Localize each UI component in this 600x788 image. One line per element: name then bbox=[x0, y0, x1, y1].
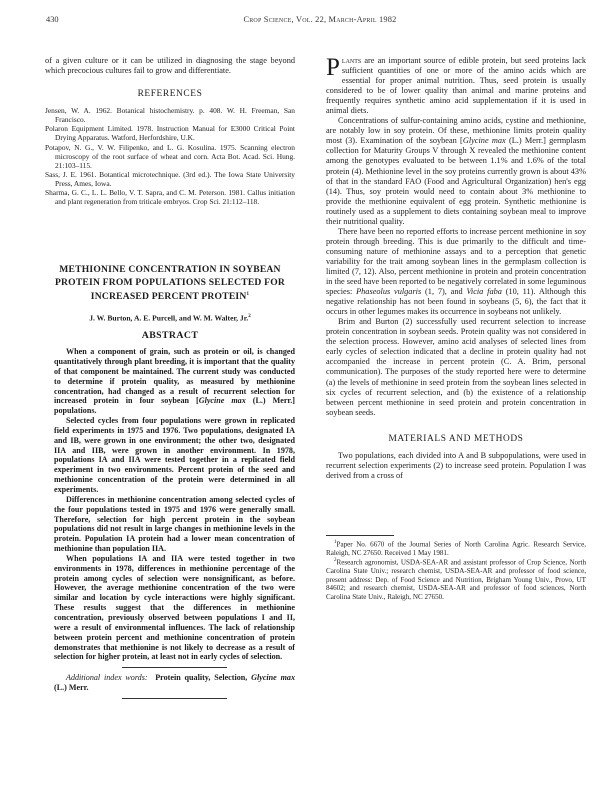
divider bbox=[122, 698, 227, 699]
intro-text: are an important source of edible protein, but seed proteins lack sufficient quantities of one or more of the amino acids which are essential for proper animal nutrition. Thus, seed protein is usually considered to be of lower quality than animal and marine proteins and frequently requires synthetic amino acid supplementation if it is used in animal diets. bbox=[326, 56, 586, 116]
article-title bbox=[45, 264, 295, 303]
abstract-paragraph: When populations IA and IIA were tested together in two environments in 1978, differences in methionine percentage of the protein among cycles of selection were nonsignificant, as before. However, the average methionine concentration of the two were similar and location by cycle interactions were highly significant. These results suggest that the differences in methionine concentration, previously observed between populations I and II, were a result of environmental influences. The lack of relationship between protein percent and methionine concentration of protein demonstrates that methionine is not likely to decrease as a result of selection for higher protein, at least not in early cycles of selection. bbox=[54, 553, 295, 662]
authors bbox=[45, 312, 295, 324]
references-list bbox=[45, 106, 295, 206]
running-head: Crop Science, Vol. 22, March-April 1982 bbox=[243, 15, 397, 24]
footnote bbox=[326, 539, 586, 557]
body-text: Concentrations of sulfur-containing amino acids, cystine and methionine, are notably low in soy protein. Of these, methionine limits protein quality most (3). Examination of the soybean [ bbox=[326, 116, 586, 146]
body-paragraph bbox=[326, 317, 586, 417]
body-text: (10, 11). Although this negative relationship has not been found in soybeans (5, 6), the fact that it occurs in other legumes makes its occurrence in soybeans not unlikely. bbox=[326, 287, 587, 317]
body-paragraph bbox=[326, 227, 586, 317]
body-paragraph bbox=[326, 116, 586, 227]
reference-item: Sass, J. E. 1961. Botantical microtechnique. (3rd ed.). The Iowa State University Press, Ames, Iowa. bbox=[45, 169, 295, 188]
species-name: Glycine max bbox=[251, 673, 295, 683]
species-name: Glycine max bbox=[462, 136, 506, 146]
authors-text: J. W. Burton, A. E. Purcell, and W. M. Walter, Jr. bbox=[89, 313, 249, 323]
abstract-paragraph: Selected cycles from four populations were grown in replicated field experiments in 1975 and 1976. Two populations, designated IA and IB, were grown in one environment; the other two, designated IIA and IIB, were grown in another environment. In 1978, populations IA and IIA were tested together in a replicated field experiment in two environments. Percent protein of the seed and methionine concentration of the protein were determined in all experiments. bbox=[54, 416, 295, 495]
footnotes bbox=[326, 539, 586, 602]
abstract-paragraph: Differences in methionine concentration among selected cycles of the four populations tested in 1975 and 1976 were generally small. Therefore, selection for high percent protein in the soybean populations did not result in large changes in methionine levels in the protein. Population IA protein had a lower mean concentration of methionine than population IIA. bbox=[54, 494, 295, 554]
methods-paragraph: Two populations, each divided into A and B subpopulations, were used in recurrent selection experiments (2) to increase seed protein. Population I was derived from a cross of bbox=[326, 450, 586, 480]
intro-smallcaps: lants bbox=[341, 56, 362, 65]
index-words-label: Additional index words: bbox=[66, 673, 148, 683]
abstract-heading: ABSTRACT bbox=[141, 330, 199, 342]
abstract-paragraph bbox=[54, 347, 295, 416]
title-footnote-mark: 1 bbox=[246, 291, 250, 297]
right-column bbox=[326, 56, 586, 601]
species-name: Vicia faba bbox=[466, 287, 502, 297]
reference-item: Sharma, G. C., L. L. Bello, V. T. Sapra, and C. M. Peterson. 1981. Callus initiation and plant regeneration from triticale embryos. Crop Sci. 21:112–118. bbox=[45, 187, 295, 207]
footnote-mark: 1 bbox=[334, 539, 337, 545]
page-number: 430 bbox=[46, 15, 59, 24]
footnote-text: Paper No. 6670 of the Journal Series of North Carolina Agric. Research Service, Raleigh, NC 27650. Received 1 May 1981. bbox=[326, 540, 586, 557]
abstract bbox=[45, 347, 295, 699]
methods-heading: MATERIALS AND METHODS bbox=[388, 433, 524, 444]
continued-paragraph: of a given culture or it can be utilized in diagnosing the stage beyond which precocious cultures fail to grow and differentiate. bbox=[45, 56, 295, 76]
index-words-tail: (L.) Merr. bbox=[54, 683, 89, 693]
reference-item: Polaron Equipment Limited. 1978. Instruction Manual for E3000 Critical Point Drying Apparatus. Watford, Herfordshire, U.K. bbox=[45, 124, 295, 143]
body-text: (1, 7), and bbox=[421, 287, 467, 297]
species-name: Phaseolus vulgaris bbox=[356, 287, 422, 297]
species-name: Glycine max bbox=[198, 396, 246, 406]
abstract-text: When a component of grain, such as protein or oil, is changed quantitatively through plant breeding, it is important that the quality of that component be maintained. The current study was conducted to determine if protein quality, as measured by methionine concentration, had changed as a result of recurrent selection for increased protein in four soybean [ bbox=[54, 347, 295, 406]
body-text: There have been no reported efforts to increase percent methionine in soy protein through breeding. This is due primarily to the difficult and time-consuming nature of methionine assays and to a perception that genetic variability for the trait among soybean lines in the germplasm collection is limited (7, 12). Also, percent methionine in protein and protein concentration in the seed have been reported to be negatively correlated in some leguminous species: bbox=[326, 226, 586, 297]
index-words-list: Protein quality, Selection, bbox=[155, 673, 248, 683]
footnote-mark: 2 bbox=[334, 558, 337, 564]
left-column bbox=[45, 56, 295, 704]
body-text: (L.) Merr.] germplasm collection for Maturity Groups V through X revealed the methionine content among the genotypes evaluated to be between 1.1% and 1.6% of the total protein (4). Methionine level in the soy proteins currently grown is about 43% of that in the standard FAO (Food and Agricultural Organization) hen's egg (14). Thus, soy protein would need to contain about 3% methionine to provide the methionine equivalent of egg protein. Synthetic methionine is routinely used as a supplement to diets containing soybean meal to improve their nutritional quality. bbox=[326, 136, 586, 226]
abstract-text: (L.) Merr.] populations. bbox=[54, 396, 295, 416]
reference-item: Potapov, N. G., V. W. Filipenko, and L. G. Kosulina. 1975. Scanning electron microscopy of the root surface of wheat and corn. Acta Bot. Acad. Sci. Hung. 21:103–115. bbox=[45, 142, 295, 170]
footnote-text: Research agronomist, USDA-SEA-AR and assistant professor of Crop Science, North Carolina State Univ.; research chemist, USDA-SEA-AR and professor of food science, present address: Dep. of Food Science and Nutrition, Brigham Young Univ., Provo, UT 84602; and research chemist, USDA-SEA-AR and professor of food sciences, North Carolina State Univ., Raleigh, NC 27650. bbox=[326, 558, 586, 601]
footnote bbox=[326, 557, 586, 601]
article-title-text: METHIONINE CONCENTRATION IN SOYBEAN PROTEIN FROM POPULATIONS SELECTED FOR INCREASED PERCENT PROTEIN bbox=[54, 264, 286, 303]
authors-footnote-mark: 2 bbox=[248, 313, 251, 319]
intro-paragraph bbox=[326, 56, 586, 116]
divider bbox=[122, 667, 227, 668]
drop-cap: P bbox=[326, 54, 340, 81]
index-words bbox=[54, 673, 295, 693]
footnote-divider bbox=[326, 535, 394, 536]
reference-item: Jensen, W. A. 1962. Botanical histochemistry. p. 408. W. H. Freeman, San Francisco. bbox=[45, 106, 295, 125]
references-heading: REFERENCES bbox=[137, 89, 203, 100]
body-text: Brim and Burton (2) successfully used recurrent selection to increase protein concentration in soybean seeds. Protein quality was not considered in the selection process. However, amino acid analyses of selected lines from early cycles of selection indicated that a decline in protein quality had not accompanied the increase in percent protein (C. A. Brim, personal communication). The purposes of the study reported here were to determine (a) the levels of methionine in seed protein from the soybean lines selected in six cycles of recurrent selection, and (b) the existence of a relationship between percent methionine in seed protein and protein concentration in soybean seeds. bbox=[326, 317, 586, 417]
